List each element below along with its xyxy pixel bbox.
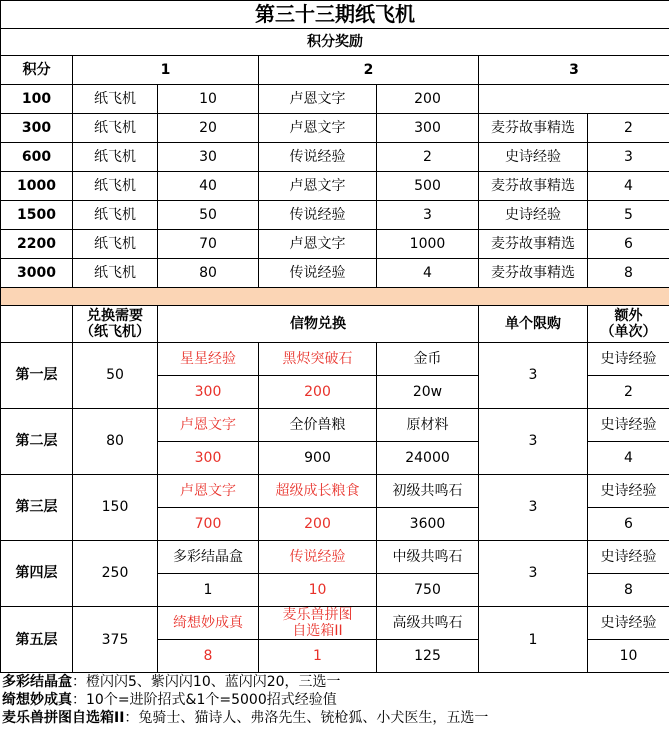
points-value: 3000 [1, 259, 73, 288]
reward-1-qty: 50 [158, 201, 259, 230]
reward-2-qty: 1000 [377, 230, 479, 259]
points-value: 2200 [1, 230, 73, 259]
reward-1-item: 纸飞机 [73, 85, 158, 114]
reward-2-item: 传说经验 [259, 201, 377, 230]
tier-cost: 250 [73, 541, 158, 607]
reward-2-qty: 300 [377, 114, 479, 143]
item-a: 多彩结晶盒 [158, 541, 259, 574]
notes [0, 673, 669, 727]
reward-2-item: 传说经验 [259, 143, 377, 172]
points-value: 600 [1, 143, 73, 172]
tier-cost: 150 [73, 475, 158, 541]
item-b: 麦乐兽拼图 自选箱II [259, 607, 377, 640]
item-c-qty: 125 [377, 640, 479, 673]
reward-1-qty: 30 [158, 143, 259, 172]
items-header: 信物兑换 [158, 306, 479, 343]
item-b-qty: 200 [259, 508, 377, 541]
reward-3-qty: 8 [588, 259, 669, 288]
reward-3-item: 麦芬故事精选 [479, 230, 588, 259]
reward-3-item: 麦芬故事精选 [479, 259, 588, 288]
reward-2-qty: 3 [377, 201, 479, 230]
reward-2-item: 卢恩文字 [259, 85, 377, 114]
note-line: 多彩结晶盒：橙闪闪5、紫闪闪10、蓝闪闪20，三选一 [2, 674, 341, 691]
item-b: 传说经验 [259, 541, 377, 574]
item-b: 全价兽粮 [259, 409, 377, 442]
reward-1-item: 纸飞机 [73, 114, 158, 143]
tier-limit: 1 [479, 607, 588, 673]
item-c-qty: 3600 [377, 508, 479, 541]
item-b-qty: 10 [259, 574, 377, 607]
reward-2-qty: 4 [377, 259, 479, 288]
section-separator [1, 288, 669, 306]
reward-2-item: 卢恩文字 [259, 172, 377, 201]
item-c-qty: 750 [377, 574, 479, 607]
reward-1-item: 纸飞机 [73, 201, 158, 230]
points-value: 1000 [1, 172, 73, 201]
page-title: 第三十三期纸飞机 [1, 1, 669, 29]
reward-2-qty: 500 [377, 172, 479, 201]
points-row [1, 85, 669, 114]
reward-3-qty: 5 [588, 201, 669, 230]
tier-row [1, 475, 669, 508]
extra-item: 史诗经验 [588, 541, 669, 574]
item-c-qty: 20w [377, 376, 479, 409]
reward-3-item: 史诗经验 [479, 143, 588, 172]
points-row [1, 114, 669, 143]
reward-1-item: 纸飞机 [73, 143, 158, 172]
reward-2-header: 2 [259, 56, 479, 85]
tier-row [1, 343, 669, 376]
points-row [1, 230, 669, 259]
item-b-qty: 1 [259, 640, 377, 673]
tier-row [1, 607, 669, 640]
points-value: 1500 [1, 201, 73, 230]
item-c: 金币 [377, 343, 479, 376]
extra-qty: 8 [588, 574, 669, 607]
points-row [1, 201, 669, 230]
reward-2-qty: 2 [377, 143, 479, 172]
extra-qty: 2 [588, 376, 669, 409]
item-a-qty: 1 [158, 574, 259, 607]
extra-qty: 10 [588, 640, 669, 673]
tier-name: 第五层 [1, 607, 73, 673]
reward-1-item: 纸飞机 [73, 172, 158, 201]
reward-3-qty: 6 [588, 230, 669, 259]
tier-name: 第三层 [1, 475, 73, 541]
tier-limit: 3 [479, 409, 588, 475]
cost-header: 兑换需要 （纸飞机） [73, 306, 158, 343]
item-a-qty: 300 [158, 442, 259, 475]
points-header: 积分 [1, 56, 73, 85]
points-row [1, 172, 669, 201]
item-c: 高级共鸣石 [377, 607, 479, 640]
reward-3-header: 3 [479, 56, 669, 85]
item-c: 原材料 [377, 409, 479, 442]
reward-3-qty: 2 [588, 114, 669, 143]
tier-name: 第二层 [1, 409, 73, 475]
item-a-qty: 8 [158, 640, 259, 673]
item-a: 卢恩文字 [158, 409, 259, 442]
reward-1-qty: 70 [158, 230, 259, 259]
extra-header: 额外 （单次） [588, 306, 669, 343]
points-row [1, 143, 669, 172]
item-b-qty: 200 [259, 376, 377, 409]
item-a-qty: 300 [158, 376, 259, 409]
item-a: 绮想妙成真 [158, 607, 259, 640]
extra-item: 史诗经验 [588, 475, 669, 508]
tier-cost: 375 [73, 607, 158, 673]
points-section-title: 积分奖励 [1, 29, 669, 56]
extra-qty: 6 [588, 508, 669, 541]
points-row [1, 259, 669, 288]
item-a: 卢恩文字 [158, 475, 259, 508]
reward-1-item: 纸飞机 [73, 230, 158, 259]
item-c: 初级共鸣石 [377, 475, 479, 508]
tier-limit: 3 [479, 541, 588, 607]
reward-1-qty: 10 [158, 85, 259, 114]
extra-qty: 4 [588, 442, 669, 475]
item-a: 星星经验 [158, 343, 259, 376]
tier-name: 第四层 [1, 541, 73, 607]
item-c-qty: 24000 [377, 442, 479, 475]
tier-cost: 50 [73, 343, 158, 409]
item-c: 中级共鸣石 [377, 541, 479, 574]
tier-limit: 3 [479, 343, 588, 409]
reward-3-empty [479, 85, 669, 114]
reward-3-qty: 4 [588, 172, 669, 201]
note-line: 麦乐兽拼图自选箱II：兔骑士、猫诗人、弗洛先生、铳枪狐、小犬医生，五选一 [2, 710, 489, 727]
tier-cost: 80 [73, 409, 158, 475]
limit-header: 单个限购 [479, 306, 588, 343]
extra-item: 史诗经验 [588, 607, 669, 640]
reward-2-item: 传说经验 [259, 259, 377, 288]
reward-2-item: 卢恩文字 [259, 230, 377, 259]
reward-1-qty: 20 [158, 114, 259, 143]
reward-3-item: 麦芬故事精选 [479, 114, 588, 143]
extra-item: 史诗经验 [588, 409, 669, 442]
item-b: 黑烬突破石 [259, 343, 377, 376]
reward-3-qty: 3 [588, 143, 669, 172]
reward-3-item: 麦芬故事精选 [479, 172, 588, 201]
reward-1-qty: 80 [158, 259, 259, 288]
reward-2-item: 卢恩文字 [259, 114, 377, 143]
reward-1-qty: 40 [158, 172, 259, 201]
points-value: 100 [1, 85, 73, 114]
item-a-qty: 700 [158, 508, 259, 541]
tier-header-blank [1, 306, 73, 343]
tier-row [1, 541, 669, 574]
reward-3-item: 史诗经验 [479, 201, 588, 230]
note-line: 绮想妙成真：10个=进阶招式&1个=5000招式经验值 [2, 692, 337, 709]
tier-row [1, 409, 669, 442]
reward-1-header: 1 [73, 56, 259, 85]
tier-limit: 3 [479, 475, 588, 541]
reward-2-qty: 200 [377, 85, 479, 114]
reward-1-item: 纸飞机 [73, 259, 158, 288]
item-b: 超级成长粮食 [259, 475, 377, 508]
points-value: 300 [1, 114, 73, 143]
item-b-qty: 900 [259, 442, 377, 475]
tier-name: 第一层 [1, 343, 73, 409]
extra-item: 史诗经验 [588, 343, 669, 376]
